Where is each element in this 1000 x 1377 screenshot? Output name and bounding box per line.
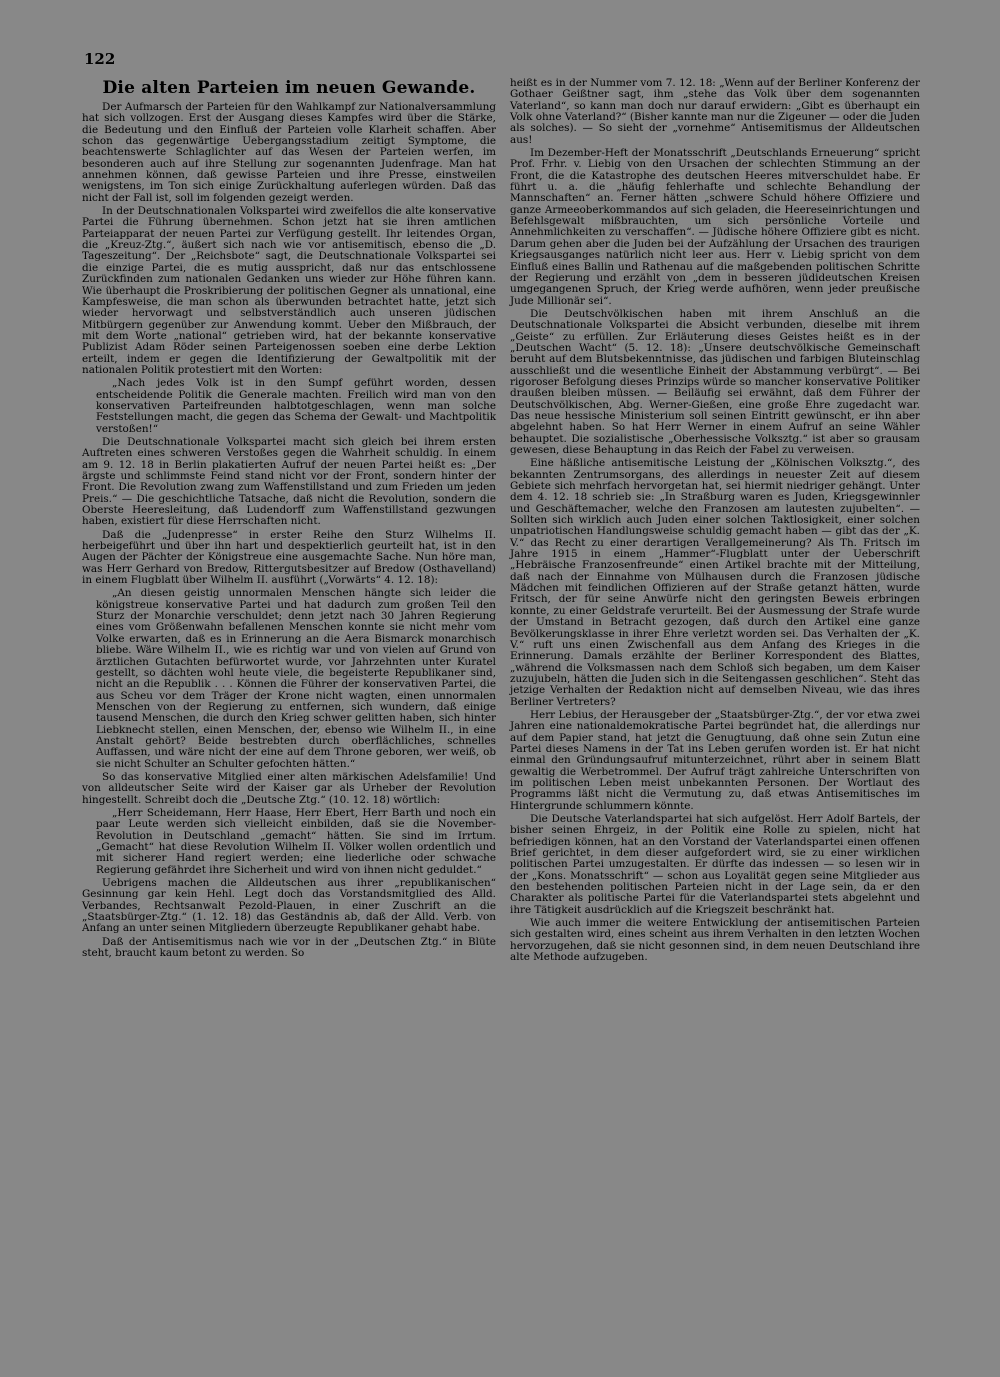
paragraph: Die Deutschnationale Volkspartei macht sich gleich bei ihrem ersten Auftreten eines schweren Verstoßes gegen die Wahrheit schuldig. In einem am 9. 12. 18 in Berlin plakatierten Aufruf der neuen Partei heißt es: „Der ärgste und schlimmste Feind stand nicht vor der Front, sondern hinter der Front. Die Revolution zwang zum Waffenstillstand und zum Frieden um jeden Preis.“ — Die geschichtliche Tatsache, daß nicht die Revolution, sondern die Oberste Heeresleitung, daß Ludendorff zum Waffenstillstand gezwungen haben, existiert für diese Herrschaften nicht. [82,435,496,528]
left-column [82,78,496,961]
paragraph: Die Deutsche Vaterlandspartei hat sich aufgelöst. Herr Adolf Bartels, der bisher seinen Ehrgeiz, in der Politik eine Rolle zu spielen, nicht hat befriedigen können, hat an den Vorstand der Vaterlandspartei einen offenen Brief gerichtet, in dem dieser aufgefordert wird, sie zu einer wirklichen politischen Partei umzugestalten. Er dürfte das indessen — so lesen wir in der „Kons. Monatsschrift“ — schon aus Loyalität gegen seine Mitglieder aus den bestehenden politischen Parteien nicht in der Lage sein, da er den Charakter als politische Partei für die Vaterlandspartei stets abgelehnt und ihre Tätigkeit ausdrücklich auf die Kriegszeit beschränkt hat. [510,813,920,916]
quoted-paragraph: „An diesen geistig unnormalen Menschen hängte sich leider die königstreue konservative Partei und hat dadurch zum großen Teil den Sturz der Monarchie verschuldet; denn jetzt nach 30 Jahren Regierung eines vom Größenwahn befallenen Menschen konnte sie nicht mehr vom Volke erwarten, daß es in Erinnerung an die Aera Bismarck monarchisch bliebe. Wäre Wilhelm II., wie es richtig war und von vielen auf Grund von ärztlichen Gutachten befürwortet wurde, vor Jahrzehnten unter Kuratel gestellt, so dächten wohl heute viele, die begeisterte Republikaner sind, nicht an die Republik . . . Können die Führer der konservativen Partei, die aus Scheu vor dem Träger der Krone nicht wagten, einen unnormalen Menschen von der Regierung zu entfernen, sich wundern, daß einige tausend Menschen, die durch den Krieg schwer gelitten haben, sich hinter Liebknecht stellen, einen Menschen, der, ebenso wie Wilhelm II., in eine Anstalt gehört? Beide bestrebten durch oberflächliches, schnelles Auffassen, und wäre nicht der eine auf dem Throne geboren, wer weiß, ob sie nicht Schulter an Schulter gefochten hätten.“ [96,587,496,770]
paragraph: Im Dezember-Heft der Monatsschrift „Deutschlands Erneuerung“ spricht Prof. Frhr. v. Liebig von den Ursachen der schlechten Stimmung an der Front, die die Katastrophe des deutschen Heeres mitverschuldet habe. Er führt u. a. die „häufig fehlerhafte und schlechte Behandlung der Mannschaften“ an. Ferner hätten „schwere Schuld höhere Offiziere und ganze Armeeoberkommandos auf sich geladen, die Heereseinrichtungen und Befehlsgewalt mißbrauchten, um sich persönliche Vorteile und Annehmlichkeiten zu verschaffen“. — Jüdische höhere Offiziere gibt es nicht. Darum gehen aber die Juden bei der Aufzählung der Ursachen des traurigen Kriegsausganges natürlich nicht leer aus. Herr v. Liebig spricht von dem Einfluß eines Ballin und Rathenau auf die maßgebenden politischen Schritte der Regierung und erzählt von „dem in besseren jüdideutschen Kreisen umgegangenen Spruch, der Krieg werde aufhören, wenn jeder preußische Jude Millionär sei“. [510,147,920,307]
paragraph: So das konservative Mitglied einer alten märkischen Adelsfamilie! Und von alldeutscher Seite wird der Kaiser gar als Urheber der Revolution hingestellt. Schreibt doch die „Deutsche Ztg.“ (10. 12. 18) wörtlich: [82,770,496,806]
paragraph: Daß die „Judenpresse“ in erster Reihe den Sturz Wilhelms II. herbeigeführt und über ihn hart und despektierlich geurteilt hat, ist in den Augen der Pächter der Königstreue eine ausgemachte Sache. Nun höre man, was Herr Gerhard von Bredow, Rittergutsbesitzer auf Bredow (Osthavelland) in einem Flugblatt über Wilhelm II. ausführt („Vorwärts“ 4. 12. 18): [82,528,496,587]
paragraph: Wie auch immer die weitere Entwicklung der antisemitischen Parteien sich gestalten wird, eines scheint aus ihrem Verhalten in den letzten Wochen hervorzugehen, daß sie nicht gesonnen sind, in dem neuen Deutschland ihre alte Methode aufzugeben. [510,917,920,964]
right-column [510,78,920,965]
paragraph: Eine häßliche antisemitische Leistung der „Kölnischen Volksztg.“, des bekannten Zentrumsorgans, des allerdings in neuester Zeit auf diesem Gebiete sich mehrfach hervorgetan hat, sei hiermit niedriger gehängt. Unter dem 4. 12. 18 schrieb sie: „In Straßburg waren es Juden, Kriegsgewinnler und Geschäftemacher, welche den Franzosen am lautesten zujubelten“. — Sollten sich wirklich auch Juden einer solchen Taktlosigkeit, einer solchen unpatriotischen Handlungsweise schuldig gemacht haben — gibt das der „K. V.“ das Recht zu einer derartigen Verallgemeinerung? Als Th. Fritsch im Jahre 1915 in einem „Hammer“-Flugblatt unter der Ueberschrift „Hebräische Franzosenfreunde“ einen Artikel brachte mit der Mitteilung, daß nach der Einnahme von Mülhausen durch die Franzosen jüdische Mädchen mit feindlichen Offizieren auf der Straße getanzt hätten, wurde Fritsch, der für seine Anwürfe nicht den geringsten Beweis erbringen konnte, zu einer Geldstrafe verurteilt. Bei der Ausmessung der Strafe wurde der Umstand in Betracht gezogen, daß durch den Artikel eine ganze Bevölkerungsklasse in ihrer Ehre verletzt worden sei. Das Verhalten der „K. V.“ ruft uns einen Zwischenfall aus dem Anfang des Krieges in die Erinnerung. Damals erzählte der Berliner Korrespondent des Blattes, „während die Volksmassen nach dem Schloß sich begaben, um dem Kaiser zuzujubeln, hätten die Juden sich in die Seitengassen geschlichen“. Steht das jetzige Verhalten der Redaktion nicht auf demselben Niveau, wie das ihres Berliner Vertreters? [510,457,920,708]
paragraph: heißt es in der Nummer vom 7. 12. 18: „Wenn auf der Berliner Konferenz der Gothaer Geißtner sagt, ihm „stehe das Volk über dem sogenannten Vaterland“, so kann man doch nur darauf erwidern: „Gibt es überhaupt ein Volk ohne Vaterland?“ (Bisher kannte man nur die Zigeuner — oder die Juden als solches). — So sieht der „vornehme“ Antisemitismus der Alldeutschen aus! [510,77,920,146]
quoted-paragraph: „Herr Scheidemann, Herr Haase, Herr Ebert, Herr Barth und noch ein paar Leute werden sich vielleicht einbilden, daß sie die November-Revolution in Deutschland „gemacht“ hätten. Sie sind im Irrtum. „Gemacht“ hat diese Revolution Wilhelm II. Völker wollen ordentlich und mit sicherer Hand regiert werden; eine liederliche oder schwache Regierung gefährdet ihre Sicherheit und wird von ihnen nicht geduldet.“ [96,806,496,876]
paragraph: In der Deutschnationalen Volkspartei wird zweifellos die alte konservative Partei die Führung übernehmen. Schon jetzt hat sie ihren amtlichen Parteiapparat der neuen Partei zur Verfügung gestellt. Ihr leitendes Organ, die „Kreuz-Ztg.“, äußert sich nach wie vor antisemitisch, ebenso die „D. Tageszeitung“. Der „Reichsbote“ sagt, die Deutschnationale Volkspartei sei die einzige Partei, die es mutig ausspricht, daß nur das entschlossene Zurückfinden zum nationalen Gedanken uns wieder zur Höhe führen kann. Wie überhaupt die Proskribierung der politischen Gegner als unnational, eine Kampfesweise, die man schon als überwunden betrachtet hatte, jetzt sich wieder hervorwagt und selbstverständlich auch unseren jüdischen Mitbürgern gegenüber zur Anwendung kommt. Ueber den Mißbrauch, der mit dem Worte „national“ getrieben wird, hat der bekannte konservative Publizist Adam Röder seinen Parteigenossen soeben eine derbe Lektion erteilt, indem er gegen die Identifizierung der Gewaltpolitik mit der nationalen Politik protestiert mit den Worten: [82,205,496,376]
left-column-body [82,102,496,959]
paragraph: Die Deutschvölkischen haben mit ihrem Anschluß an die Deutschnationale Volkspartei die Absicht verbunden, dieselbe mit ihrem „Geiste“ zu erfüllen. Zur Erläuterung dieses Geistes heißt es in der „Deutschen Wacht“ (5. 12. 18): „Unsere deutschvölkische Gemeinschaft beruht auf dem Blutsbekenntnisse, das jüdischen und farbigen Bluteinschlag ausschließt und die wesentliche Einheit der Abstammung verbürgt“. — Bei rigoroser Befolgung dieses Prinzips würde so mancher konservative Politiker draußen bleiben müssen. — Beiläufig sei erwähnt, daß dem Führer der Deutschvölkischen, Abg. Werner-Gießen, eine große Ehre zugedacht war. Das neue hessische Ministerium soll seinen Eintritt gewünscht, er ihn aber abgelehnt haben. So hat Herr Werner in einem Aufruf an seine Wähler behauptet. Die sozialistische „Oberhessische Volksztg.“ ist aber so grausam gewesen, diese Behauptung in das Reich der Fabel zu verweisen. [510,307,920,456]
paragraph: Herr Lebius, der Herausgeber der „Staatsbürger-Ztg.“, der vor etwa zwei Jahren eine nationaldemokratische Partei begründet hat, die allerdings nur auf dem Papier stand, hat jetzt die Genugtuung, daß ohne sein Zutun eine Partei dieses Namens in der Tat ins Leben gerufen worden ist. Er hat nicht einmal den Gründungsaufruf mitunterzeichnet, rührt aber in seinem Blatt gewaltig die Werbetrommel. Der Aufruf trägt zahlreiche Unterschriften von im politischen Leben meist unbekannten Personen. Der Wortlaut des Programms läßt nicht die Vermutung zu, daß etwas Antisemitisches im Hintergrunde schlummern könnte. [510,708,920,812]
paragraph: Uebrigens machen die Alldeutschen aus ihrer „republikanischen“ Gesinnung gar kein Hehl. Legt doch das Vorstandsmitglied des Alld. Verbandes, Rechtsanwalt Pezold-Plauen, in einer Zuschrift an die „Staatsbürger-Ztg.“ (1. 12. 18) das Geständnis ab, daß der Alld. Verb. von Anfang an unter seinen Mitgliedern überzeugte Republikaner gehabt habe. [82,877,496,935]
quoted-paragraph: „Nach jedes Volk ist in den Sumpf geführt worden, dessen entscheidende Politik die Generale machten. Freilich wird man von den konservativen Parteifreunden halbtotgeschlagen, wenn man solche Feststellungen macht, die gegen das Schema der Gewalt- und Machtpolitik verstoßen!“ [96,377,496,435]
article-title: Die alten Parteien im neuen Gewande. [102,78,476,98]
paragraph: Der Aufmarsch der Parteien für den Wahlkampf zur Nationalversammlung hat sich vollzogen. Erst der Ausgang dieses Kampfes wird über die Stärke, die Bedeutung und den Einfluß der Parteien volle Klarheit schaffen. Aber schon das gegenwärtige Uebergangsstadium zeitigt Symptome, die beachtenswerte Schlaglichter auf das Wesen der Parteien werfen, im besonderen auch auf ihre Stellung zur sogenannten Judenfrage. Man hat annehmen können, daß gewisse Parteien und ihre Presse, einstweilen wenigstens, im Ton sich einige Zurückhaltung auferlegen würden. Daß das nicht der Fall ist, soll im folgenden gezeigt werden. [82,101,496,204]
paragraph: Daß der Antisemitismus nach wie vor in der „Deutschen Ztg.“ in Blüte steht, braucht kaum betont zu werden. So [82,935,496,960]
right-column-body [510,78,920,963]
page-number: 122 [84,50,116,68]
